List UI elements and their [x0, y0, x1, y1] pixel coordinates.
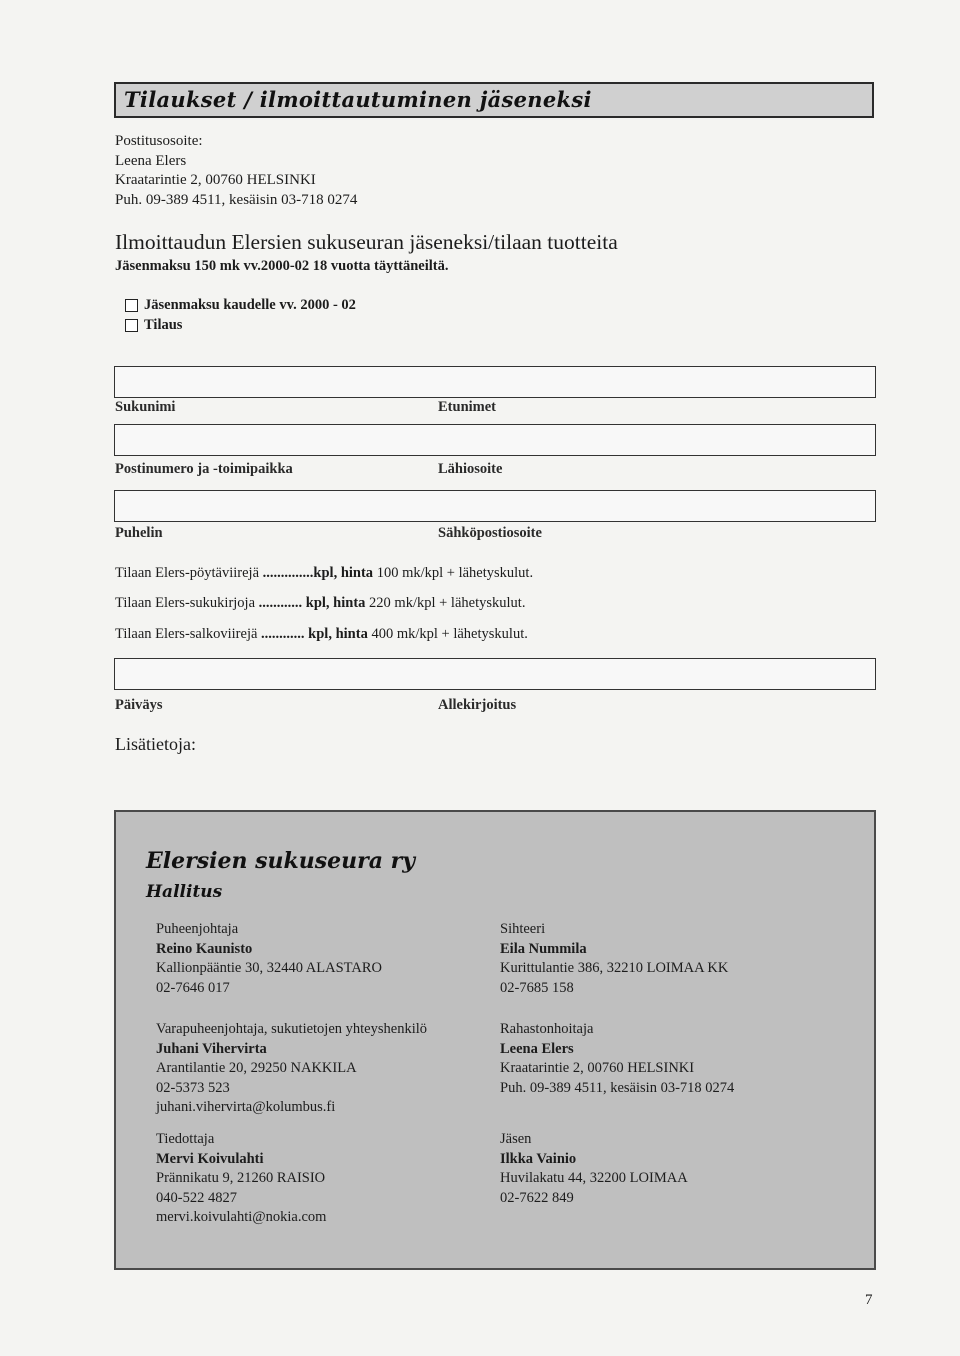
member-member: [500, 1130, 688, 1208]
order-price-label: kpl, hinta: [313, 565, 374, 581]
additional-info-label: Lisätietoja:: [115, 734, 196, 754]
member-chair: [156, 920, 382, 998]
title-bar: [114, 82, 874, 118]
order-price: 400 mk/kpl + lähetyskulut.: [367, 626, 528, 642]
membership-fee-note: Jäsenmaksu 150 mk vv.2000-02 18 vuotta täyttäneiltä.: [115, 258, 449, 274]
order-line-table-pennants: [115, 565, 533, 582]
member-informant: [156, 1130, 326, 1228]
order-item: Tilaan Elers-sukukirjoja: [115, 595, 259, 611]
option-label: Tilaus: [144, 317, 183, 333]
option-order[interactable]: [125, 317, 182, 334]
member-role: Sihteeri: [500, 921, 546, 937]
member-line: 02-7622 849: [500, 1189, 574, 1206]
member-line: Puh. 09-389 4511, kesäisin 03-718 0274: [500, 1079, 735, 1096]
member-name: Eila Nummila: [500, 940, 587, 957]
option-membership[interactable]: [125, 297, 356, 314]
address-line: Leena Elers: [115, 152, 187, 169]
quantity-blank[interactable]: ..............: [262, 565, 314, 581]
signature-field-box[interactable]: [114, 658, 876, 690]
member-name: Mervi Koivulahti: [156, 1150, 264, 1167]
member-email[interactable]: juhani.vihervirta@kolumbus.fi: [156, 1099, 336, 1116]
address-field-box[interactable]: [114, 424, 876, 456]
member-line: 02-7685 158: [500, 979, 574, 996]
board-panel: [114, 810, 876, 1270]
address-line: Puh. 09-389 4511, kesäisin 03-718 0274: [115, 191, 358, 208]
signature-label: Allekirjoitus: [438, 697, 517, 713]
surname-label: Sukunimi: [115, 399, 176, 415]
order-price: 220 mk/kpl + lähetyskulut.: [365, 595, 526, 611]
postal-code-label: Postinumero ja -toimipaikka: [115, 461, 293, 477]
member-role: Varapuheenjohtaja, sukutietojen yhteyshenkilö: [156, 1021, 427, 1037]
order-line-pole-pennants: [115, 626, 528, 643]
date-label: Päiväys: [115, 697, 163, 713]
contact-field-box[interactable]: [114, 490, 876, 522]
phone-label: Puhelin: [115, 525, 163, 541]
order-price-label: kpl, hinta: [308, 626, 368, 642]
member-line: Prännikatu 9, 21260 RAISIO: [156, 1170, 326, 1187]
member-treasurer: [500, 1020, 734, 1098]
address-line: Postitusosoite:: [115, 133, 203, 149]
member-email[interactable]: mervi.koivulahti@nokia.com: [156, 1209, 327, 1226]
email-label: Sähköpostiosoite: [438, 525, 542, 541]
first-names-label: Etunimet: [438, 399, 496, 415]
order-price: 100 mk/kpl + lähetyskulut.: [373, 565, 534, 581]
name-field-box[interactable]: [114, 366, 876, 398]
order-checkbox[interactable]: [125, 319, 138, 332]
member-line: Huvilakatu 44, 32200 LOIMAA: [500, 1170, 688, 1187]
member-role: Rahastonhoitaja: [500, 1021, 594, 1037]
member-secretary: [500, 920, 728, 998]
order-price-label: kpl, hinta: [305, 595, 366, 611]
member-vice-chair: [156, 1020, 427, 1118]
member-name: Reino Kaunisto: [156, 940, 253, 957]
member-line: Kallionpääntie 30, 32440 ALASTARO: [156, 960, 382, 977]
street-address-label: Lähiosoite: [438, 461, 503, 477]
order-item: Tilaan Elers-salkoviirejä: [115, 626, 262, 642]
member-line: 02-5373 523: [156, 1079, 230, 1096]
page-title: Tilaukset / ilmoittautuminen jäseneksi: [124, 87, 592, 112]
member-role: Puheenjohtaja: [156, 921, 239, 937]
member-role: Tiedottaja: [156, 1131, 215, 1147]
member-line: Kurittulantie 386, 32210 LOIMAA KK: [500, 960, 729, 977]
member-role: Jäsen: [500, 1131, 532, 1147]
member-name: Ilkka Vainio: [500, 1150, 577, 1167]
postal-address: [115, 132, 357, 210]
board-title: Hallitus: [146, 882, 223, 902]
member-name: Juhani Vihervirta: [156, 1040, 267, 1057]
page-number: 7: [865, 1292, 873, 1308]
membership-checkbox[interactable]: [125, 299, 138, 312]
member-line: 02-7646 017: [156, 979, 230, 996]
member-name: Leena Elers: [500, 1040, 574, 1057]
form-headline: Ilmoittaudun Elersien sukuseuran jäseneksi/tilaan tuotteita: [115, 230, 618, 254]
member-line: Arantilantie 20, 29250 NAKKILA: [156, 1060, 357, 1077]
quantity-blank[interactable]: ............: [261, 626, 309, 642]
option-label: Jäsenmaksu kaudelle vv. 2000 - 02: [144, 297, 356, 313]
order-item: Tilaan Elers-pöytäviirejä: [115, 565, 263, 581]
order-line-family-books: [115, 595, 525, 612]
member-line: 040-522 4827: [156, 1189, 237, 1206]
member-line: Kraatarintie 2, 00760 HELSINKI: [500, 1060, 695, 1077]
address-line: Kraatarintie 2, 00760 HELSINKI: [115, 172, 316, 188]
association-name: Elersien sukuseura ry: [146, 848, 415, 874]
quantity-blank[interactable]: ............: [258, 595, 306, 611]
